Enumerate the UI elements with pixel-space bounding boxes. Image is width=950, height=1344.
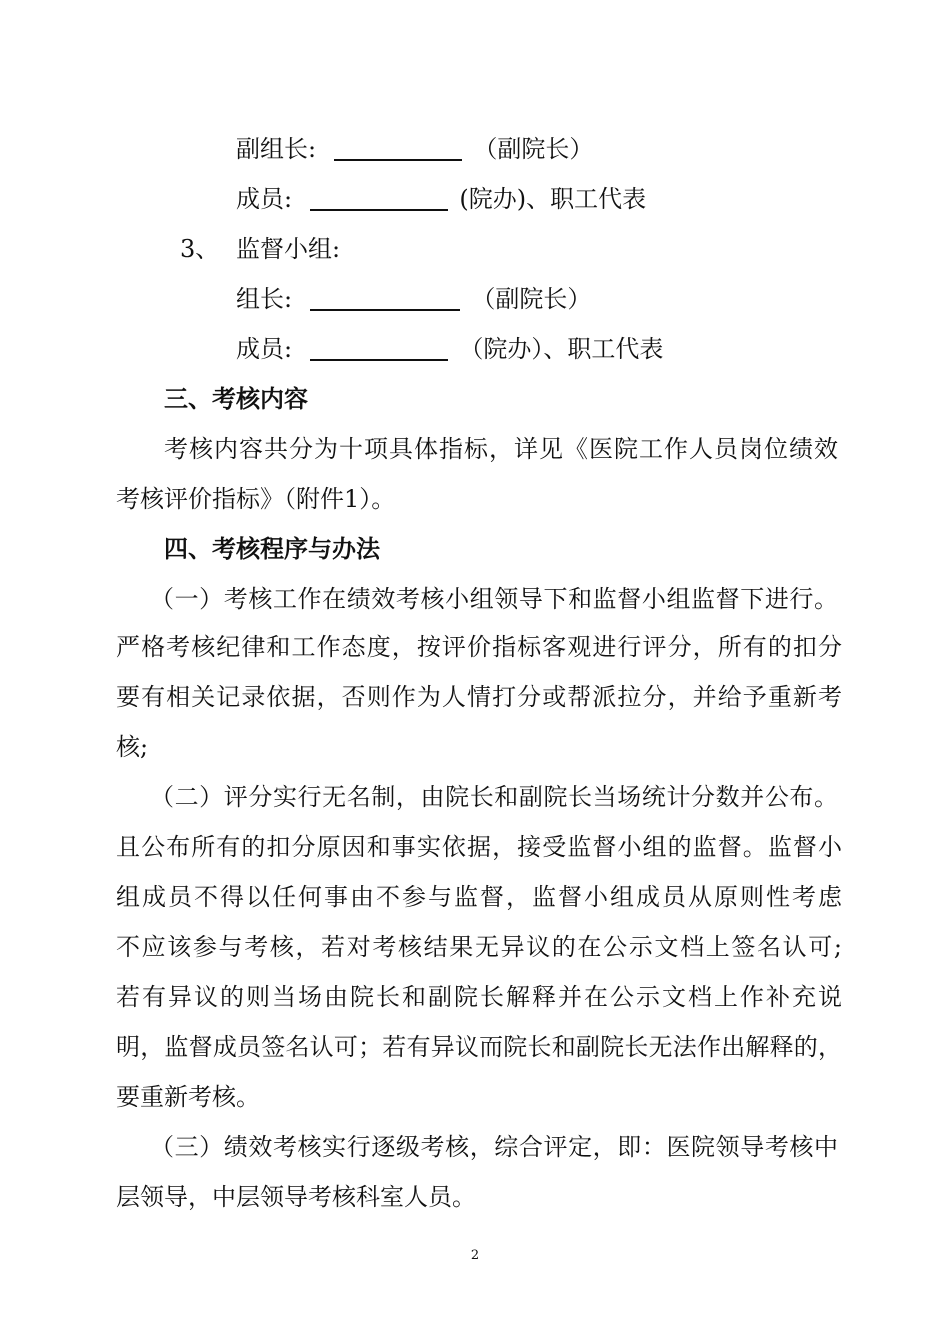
deputy-leader-label: 副组长:: [236, 135, 317, 163]
leader-suffix: （副院长）: [471, 285, 592, 313]
paragraph-line: 考核评价指标》（附件1）。: [116, 485, 396, 513]
paragraph-line: 严格考核纪律和工作态度，按评价指标客观进行评分，所有的扣分: [116, 633, 842, 661]
paragraph-line: 要重新考核。: [116, 1083, 260, 1111]
member-suffix-2: （院办）、职工代表: [459, 335, 664, 363]
paragraph-line: （三）绩效考核实行逐级考核，综合评定，即：医院领导考核中: [150, 1133, 838, 1161]
member-line-2: [236, 332, 836, 366]
section-heading-3: 三、考核内容: [164, 384, 308, 413]
paragraph-line: （二）评分实行无名制，由院长和副院长当场统计分数并公布。: [150, 783, 838, 811]
paragraph-line: （一）考核工作在绩效考核小组领导下和监督小组监督下进行。: [150, 585, 838, 613]
member-blank-1: [310, 185, 448, 211]
member-line-1: [236, 182, 836, 216]
leader-blank: [310, 285, 460, 311]
member-blank-2: [310, 335, 448, 361]
leader-label: 组长:: [236, 285, 293, 313]
deputy-leader-blank: [334, 135, 462, 161]
deputy-leader-line: [236, 132, 836, 166]
page-number: 2: [470, 1248, 480, 1263]
paragraph-line: 不应该参与考核，若对考核结果无异议的在公示文档上签名认可;: [116, 933, 842, 961]
member-suffix-1: (院办)、职工代表: [459, 185, 647, 213]
member-label-1: 成员:: [236, 185, 293, 213]
paragraph-line: 核;: [116, 733, 149, 761]
paragraph-line: 明，监督成员签名认可；若有异议而院长和副院长无法作出解释的，: [116, 1033, 842, 1061]
paragraph-line: 且公布所有的扣分原因和事实依据，接受监督小组的监督。监督小: [116, 833, 842, 861]
member-label-2: 成员:: [236, 335, 293, 363]
paragraph-line: 要有相关记录依据，否则作为人情打分或帮派拉分，并给予重新考: [116, 683, 842, 711]
paragraph-line: 若有异议的则当场由院长和副院长解释并在公示文档上作补充说: [116, 983, 842, 1011]
paragraph-line: 层领导，中层领导考核科室人员。: [116, 1183, 476, 1211]
leader-line: [236, 282, 836, 316]
deputy-leader-suffix: （副院长）: [473, 135, 594, 163]
section-heading-4: 四、考核程序与办法: [164, 534, 380, 563]
supervision-group-title: 监督小组:: [236, 235, 341, 263]
section-3-number: 3、: [180, 235, 220, 263]
paragraph-line: 组成员不得以任何事由不参与监督，监督小组成员从原则性考虑: [116, 883, 842, 911]
paragraph-line: 考核内容共分为十项具体指标，详见《医院工作人员岗位绩效: [164, 435, 838, 463]
